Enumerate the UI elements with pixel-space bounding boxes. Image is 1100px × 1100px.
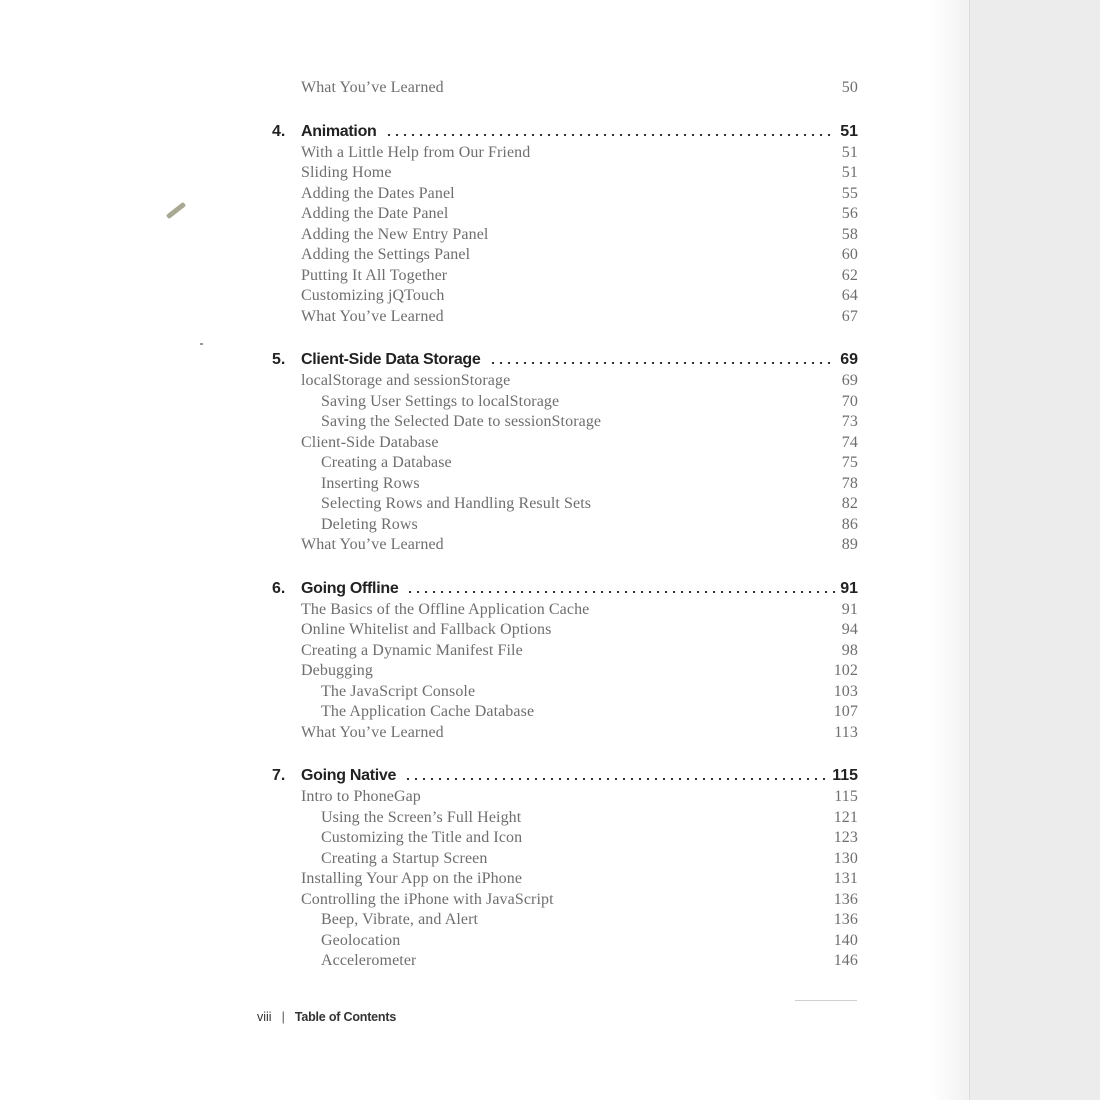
- toc-entry[interactable]: [272, 661, 858, 682]
- entry-page-number: 136: [833, 890, 858, 908]
- footer-page-number: viii: [257, 1010, 272, 1024]
- entry-page-number: 136: [833, 911, 858, 928]
- entry-page-number: 115: [834, 788, 858, 805]
- entry-page-number: 67: [841, 307, 858, 325]
- toc-entry[interactable]: [272, 828, 858, 849]
- toc-entry[interactable]: [272, 78, 858, 99]
- chapter-number: 7.: [272, 767, 286, 784]
- entry-page-number: 98: [841, 641, 858, 659]
- entry-page-number: 82: [841, 495, 858, 512]
- entry-title: What You’ve Learned: [301, 723, 444, 741]
- page-footer: [257, 1010, 396, 1024]
- entry-title: What You’ve Learned: [301, 536, 444, 554]
- chapter-page-number: 91: [840, 579, 858, 597]
- entry-title: Inserting Rows: [321, 474, 420, 492]
- entry-page-number: 50: [841, 79, 858, 96]
- entry-title: Controlling the iPhone with JavaScript: [301, 890, 554, 908]
- entry-title: Selecting Rows and Handling Result Sets: [321, 495, 592, 513]
- entry-page-number: 89: [841, 536, 858, 553]
- entry-title: Geolocation: [321, 931, 401, 949]
- entry-title: Installing Your App on the iPhone: [301, 870, 523, 888]
- table-of-contents: [272, 78, 858, 972]
- chapter-title: Client-Side Data Storage: [301, 351, 481, 368]
- entry-title: With a Little Help from Our Friend: [301, 143, 531, 161]
- toc-entry[interactable]: [272, 286, 858, 307]
- toc-entry[interactable]: [272, 392, 858, 413]
- entry-page-number: 75: [841, 454, 858, 471]
- entry-page-number: 130: [833, 849, 858, 867]
- toc-entry[interactable]: [272, 869, 858, 890]
- chapter-gap: [272, 99, 858, 121]
- toc-entry[interactable]: [272, 225, 858, 246]
- entry-page-number: 78: [841, 474, 858, 492]
- chapter-title: Going Native: [301, 767, 397, 784]
- entry-page-number: 121: [833, 808, 858, 826]
- toc-chapter[interactable]: [272, 578, 858, 600]
- dot-leader: [404, 778, 828, 780]
- toc-entry[interactable]: [272, 371, 858, 392]
- entry-title: The Basics of the Offline Application Cache: [301, 600, 590, 618]
- entry-title: Beep, Vibrate, and Alert: [321, 911, 479, 929]
- entry-title: Adding the New Entry Panel: [301, 225, 489, 243]
- toc-entry[interactable]: [272, 890, 858, 911]
- entry-title: Accelerometer: [321, 952, 417, 970]
- toc-entry[interactable]: [272, 163, 858, 184]
- entry-title: Saving User Settings to localStorage: [321, 392, 560, 410]
- toc-entry[interactable]: [272, 143, 858, 164]
- dot-leader: [385, 134, 837, 136]
- toc-entry[interactable]: [272, 808, 858, 829]
- toc-entry[interactable]: [272, 307, 858, 328]
- scan-speck: [200, 343, 203, 345]
- toc-entry[interactable]: [272, 682, 858, 703]
- entry-page-number: 103: [833, 682, 858, 700]
- entry-title: The Application Cache Database: [321, 703, 535, 721]
- entry-title: Creating a Dynamic Manifest File: [301, 641, 523, 659]
- toc-entry[interactable]: [272, 910, 858, 931]
- dot-leader: [489, 362, 837, 364]
- entry-page-number: 94: [841, 621, 858, 638]
- entry-page-number: 60: [841, 246, 858, 263]
- chapter-page-number: 115: [832, 767, 858, 784]
- entry-page-number: 58: [841, 225, 858, 243]
- entry-title: Using the Screen’s Full Height: [321, 808, 522, 826]
- entry-page-number: 64: [841, 287, 858, 304]
- entry-title: Adding the Settings Panel: [301, 246, 471, 264]
- chapter-number: 6.: [272, 579, 286, 597]
- chapter-number: 4.: [272, 122, 286, 140]
- toc-entry[interactable]: [272, 641, 858, 662]
- toc-entry[interactable]: [272, 931, 858, 952]
- toc-entry[interactable]: [272, 474, 858, 495]
- entry-page-number: 86: [841, 515, 858, 533]
- entry-title: Deleting Rows: [321, 515, 418, 533]
- scan-smudge: [166, 202, 186, 219]
- toc-chapter[interactable]: [272, 349, 858, 371]
- toc-entry[interactable]: [272, 412, 858, 433]
- entry-title: The JavaScript Console: [321, 682, 476, 700]
- entry-page-number: 107: [833, 703, 858, 720]
- entry-title: Online Whitelist and Fallback Options: [301, 621, 552, 639]
- entry-title: Sliding Home: [301, 164, 392, 182]
- chapter-gap: [272, 556, 858, 578]
- entry-page-number: 56: [841, 205, 858, 222]
- entry-title: Customizing the Title and Icon: [321, 829, 523, 847]
- page-edge-shade: [930, 0, 970, 1100]
- chapter-number: 5.: [272, 351, 286, 368]
- chapter-title: Going Offline: [301, 579, 399, 597]
- entry-page-number: 146: [833, 952, 858, 969]
- entry-page-number: 91: [841, 600, 858, 618]
- entry-page-number: 140: [833, 931, 858, 949]
- entry-page-number: 113: [834, 723, 858, 741]
- toc-entry[interactable]: [272, 600, 858, 621]
- entry-title: Creating a Startup Screen: [321, 849, 488, 867]
- entry-title: What You’ve Learned: [301, 307, 444, 325]
- toc-entry[interactable]: [272, 204, 858, 225]
- entry-page-number: 102: [833, 662, 858, 679]
- toc-entry[interactable]: [272, 266, 858, 287]
- toc-chapter[interactable]: [272, 121, 858, 143]
- toc-entry[interactable]: [272, 515, 858, 536]
- footer-separator: |: [281, 1010, 285, 1024]
- entry-page-number: 69: [841, 372, 858, 389]
- entry-page-number: 123: [833, 829, 858, 846]
- entry-title: Intro to PhoneGap: [301, 788, 421, 806]
- entry-page-number: 51: [841, 143, 858, 161]
- toc-entry[interactable]: [272, 494, 858, 515]
- entry-title: What You’ve Learned: [301, 79, 444, 97]
- toc-entry[interactable]: [272, 535, 858, 556]
- toc-entry[interactable]: [272, 245, 858, 266]
- entry-page-number: 70: [841, 392, 858, 410]
- dot-leader: [406, 591, 836, 593]
- entry-title: Saving the Selected Date to sessionStorage: [321, 413, 602, 431]
- entry-page-number: 131: [833, 870, 858, 887]
- entry-page-number: 55: [841, 184, 858, 202]
- entry-title: Adding the Date Panel: [301, 205, 449, 223]
- footer-label: Table of Contents: [294, 1010, 397, 1024]
- entry-title: Customizing jQTouch: [301, 287, 445, 305]
- chapter-gap: [272, 327, 858, 349]
- entry-page-number: 62: [841, 266, 858, 284]
- entry-title: Debugging: [301, 662, 374, 680]
- toc-entry[interactable]: [272, 723, 858, 744]
- entry-title: Client-Side Database: [301, 433, 439, 451]
- entry-title: Creating a Database: [321, 454, 452, 472]
- toc-entry[interactable]: [272, 620, 858, 641]
- toc-entry[interactable]: [272, 453, 858, 474]
- entry-title: Putting It All Together: [301, 266, 448, 284]
- toc-entry[interactable]: [272, 849, 858, 870]
- entry-title: localStorage and sessionStorage: [301, 372, 511, 390]
- entry-page-number: 51: [841, 164, 858, 181]
- entry-title: Adding the Dates Panel: [301, 184, 455, 202]
- footer-rule: [795, 1000, 857, 1001]
- entry-page-number: 73: [841, 413, 858, 430]
- toc-entry[interactable]: [272, 433, 858, 454]
- toc-entry[interactable]: [272, 702, 858, 723]
- toc-entry[interactable]: [272, 184, 858, 205]
- chapter-page-number: 51: [840, 122, 858, 140]
- chapter-page-number: 69: [840, 351, 858, 368]
- chapter-gap: [272, 743, 858, 765]
- toc-chapter[interactable]: [272, 765, 858, 787]
- adjacent-page: [970, 0, 1100, 1100]
- toc-entry[interactable]: [272, 787, 858, 808]
- entry-page-number: 74: [841, 433, 858, 451]
- toc-entry[interactable]: [272, 951, 858, 972]
- chapter-title: Animation: [301, 122, 377, 140]
